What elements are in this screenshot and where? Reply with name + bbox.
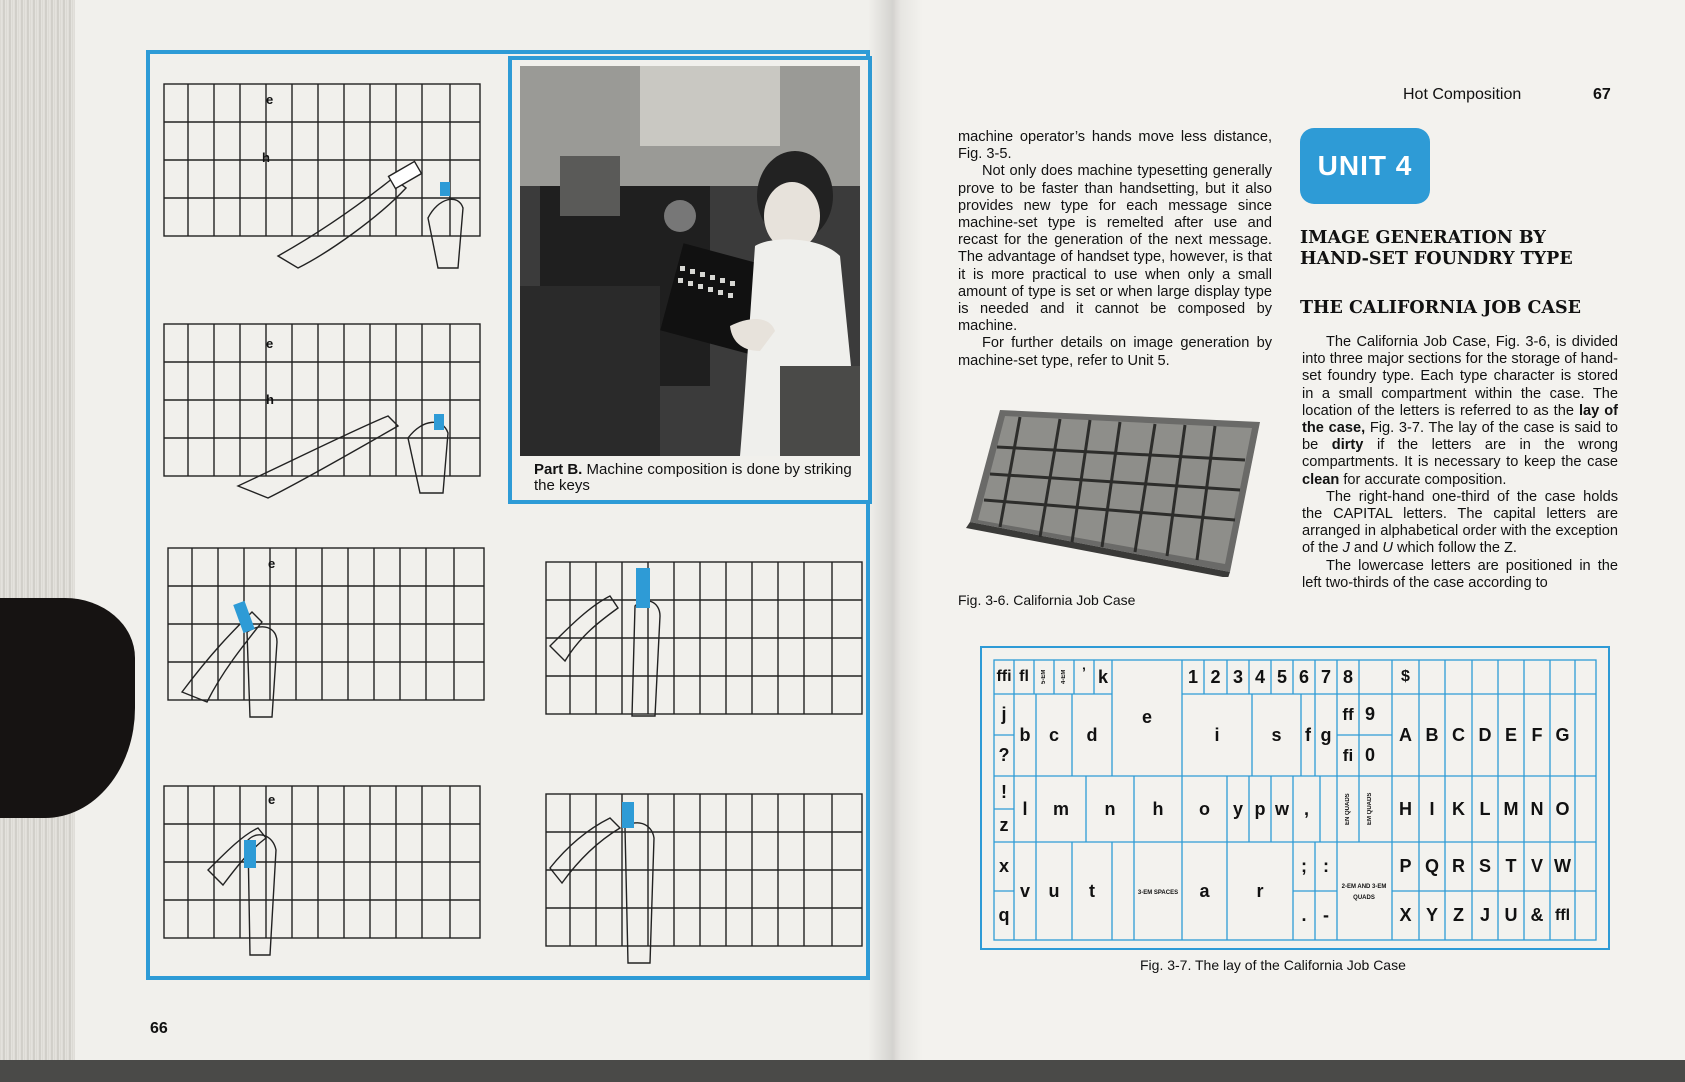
lay-cap-Q: Q [1424, 856, 1439, 876]
left-page-number: 66 [150, 1020, 168, 1037]
lay-u: u [1048, 880, 1060, 901]
p5e: which follow the Z. [1392, 540, 1517, 557]
lay-w: w [1274, 798, 1289, 819]
lay-m: m [1052, 798, 1069, 819]
lay-n: n [1104, 798, 1116, 819]
lay-t: t [1089, 880, 1095, 901]
lay-b: b [1019, 724, 1031, 745]
lay-question: ? [998, 745, 1010, 765]
lay-of-case-diagram [980, 646, 1610, 950]
fig-3-7-caption: Fig. 3-7. The lay of the California Job Case [1140, 957, 1406, 973]
p4c: Fig. 3-7. The lay of the case is said to be [1302, 420, 1618, 454]
lay-cap-J: J [1479, 905, 1490, 925]
term-clean: clean [1302, 471, 1340, 488]
lay-e: e [1141, 706, 1152, 727]
type-case-sketch-5 [158, 780, 488, 990]
lay-period: . [1301, 905, 1307, 925]
lay-cap-R: R [1452, 856, 1465, 876]
lay-dollar: $ [1401, 668, 1410, 685]
lay-cap-S: S [1478, 856, 1491, 876]
lay-cap-U: U [1504, 905, 1518, 925]
lay-q: q [998, 905, 1010, 925]
case-letter-h-2: h [266, 392, 274, 407]
table-surface [0, 1060, 1685, 1082]
lay-cap-B: B [1425, 724, 1439, 745]
lay-x: x [998, 856, 1009, 876]
p5c: and [1349, 540, 1383, 557]
lay-cap-I: I [1429, 798, 1435, 819]
lay-h: h [1152, 798, 1164, 819]
lay-digit-4: 4 [1254, 666, 1265, 687]
lay-em-quads: EM QUADS [1367, 792, 1373, 826]
lay-zero: 0 [1364, 745, 1375, 765]
fig-3-6-caption: Fig. 3-6. California Job Case [958, 592, 1136, 608]
lay-d: d [1086, 724, 1098, 745]
lay-cap-T: T [1505, 856, 1517, 876]
body-column-1 [958, 129, 1272, 370]
paragraph-1: machine operator’s hands move less distance, Fig. 3-5. [958, 129, 1272, 163]
lay-f: f [1305, 724, 1311, 745]
type-case-sketch-4 [540, 556, 870, 766]
term-u: U [1382, 540, 1393, 557]
lay-exclamation: ! [1001, 782, 1007, 802]
case-letter-e-4: e [268, 792, 276, 807]
lay-cap-Y: Y [1425, 905, 1438, 925]
body-column-2 [1302, 334, 1618, 592]
type-case-sketch-3 [162, 542, 492, 752]
term-j: J [1342, 540, 1350, 557]
lay-digit-8: 8 [1342, 666, 1353, 687]
thumb-shadow [0, 598, 135, 818]
lay-o: o [1199, 798, 1210, 819]
paragraph-4 [1302, 334, 1618, 489]
paragraph-3: For further details on image generation by machine-set type, refer to Unit 5. [958, 335, 1272, 369]
lay-apostrophe: ’ [1082, 664, 1086, 680]
lay-cap-G: G [1555, 724, 1570, 745]
case-letter-e: e [266, 92, 274, 107]
page-edges [0, 0, 75, 1082]
case-letter-h: h [262, 150, 270, 165]
lay-v: v [1019, 880, 1030, 901]
lay-semicolon: ; [1301, 856, 1307, 876]
lay-fi: fi [1342, 745, 1354, 765]
lay-4-em: 4-EM [1061, 669, 1067, 685]
type-case-sketch-1 [158, 78, 488, 288]
lay-y: y [1232, 798, 1243, 819]
lay-digit-7: 7 [1320, 666, 1331, 687]
lay-ampersand: & [1530, 905, 1544, 925]
lay-k: k [1097, 666, 1108, 687]
type-case-sketch-2 [158, 318, 488, 528]
lay-digit-3: 3 [1232, 666, 1243, 687]
lay-fl: fl [1019, 668, 1029, 685]
lay-cap-Z: Z [1453, 905, 1464, 925]
case-letter-e-2: e [266, 336, 274, 351]
lay-cap-M: M [1503, 798, 1519, 819]
p4g: for accurate composition. [1339, 471, 1507, 488]
lay-cap-H: H [1399, 798, 1412, 819]
linotype-machine-photo [520, 66, 860, 456]
lay-nine: 9 [1364, 704, 1375, 724]
part-b-text: Machine composition is done by striking the keys [534, 461, 852, 494]
lay-digit-5: 5 [1276, 666, 1287, 687]
lay-en-quads: EN QUADS [1345, 793, 1351, 825]
lay-j: j [1001, 704, 1007, 724]
p5a: The right-hand one-third of the case holds the CAPITAL letters. The capital letters are arranged in alphabetical order with the exception of the [1302, 488, 1618, 557]
california-job-case-photo [960, 402, 1260, 577]
lay-cap-O: O [1555, 798, 1570, 819]
right-page-number: 67 [1593, 86, 1611, 103]
lay-cap-P: P [1399, 856, 1412, 876]
lay-g: g [1320, 724, 1332, 745]
part-b-panel [508, 56, 872, 504]
lay-r: r [1256, 880, 1264, 901]
lay-digit-6: 6 [1298, 666, 1309, 687]
lay-i: i [1214, 724, 1220, 745]
unit-badge: UNIT 4 [1300, 128, 1430, 204]
lay-cap-L: L [1479, 798, 1491, 819]
lay-l: l [1022, 798, 1028, 819]
lay-3-em-spaces: 3-EM SPACES [1137, 890, 1179, 896]
lay-colon: : [1323, 856, 1329, 876]
lay-hyphen: - [1323, 905, 1329, 925]
lay-cap-V: V [1530, 856, 1543, 876]
lay-cap-W: W [1554, 856, 1571, 876]
lay-ff: ff [1342, 704, 1354, 724]
book-gutter [868, 0, 923, 1082]
lay-cap-K: K [1452, 798, 1465, 819]
term-dirty: dirty [1331, 437, 1364, 454]
lay-comma: , [1303, 798, 1309, 819]
p4a: The California Job Case, Fig. 3-6, is divided into three major sections for the storage of hand-set foundry type. Each type character is stored in a small compartment within the case. The location of the letters is referred to as the [1302, 334, 1618, 419]
term-lay-of-case: lay of the case, [1302, 402, 1618, 437]
lay-cap-F: F [1531, 724, 1543, 745]
p4e: if the letters are in the wrong compartments. It is necessary to keep the case [1302, 437, 1618, 471]
lay-p: p [1254, 798, 1266, 819]
lay-ffi: ffi [996, 668, 1012, 685]
heading-california-job-case: THE CALIFORNIA JOB CASE [1300, 298, 1581, 318]
case-letter-e-3: e [268, 556, 276, 571]
lay-c: c [1048, 724, 1059, 745]
paragraph-6: The lowercase letters are positioned in the left two-thirds of the case according to [1302, 557, 1618, 591]
lay-cap-D: D [1478, 724, 1492, 745]
lay-ffl: ffl [1554, 906, 1571, 924]
lay-quads-label: 2-EM AND 3-EM QUADS [1341, 884, 1387, 901]
part-b-label: Part B. [534, 461, 583, 478]
paragraph-5 [1302, 489, 1618, 558]
lay-s: s [1271, 724, 1282, 745]
heading-image-generation: IMAGE GENERATION BY HAND-SET FOUNDRY TYPE [1300, 228, 1573, 269]
paragraph-2: Not only does machine typesetting generally prove to be faster than handsetting, but it also provides new type for each message since machine-set type is remelted after use and recast for the generation of the next message. The advantage of handset type, however, is that it is more practical to use when only a small amount of type is set or when large display type is needed and it cannot be composed by machine. [958, 163, 1272, 335]
lay-digit-1: 1 [1187, 666, 1198, 687]
part-b-caption [534, 462, 860, 494]
lay-digit-2: 2 [1210, 666, 1221, 687]
lay-cap-E: E [1504, 724, 1517, 745]
lay-cap-N: N [1530, 798, 1544, 819]
lay-a: a [1199, 880, 1210, 901]
type-case-sketch-6 [540, 788, 870, 998]
running-head: Hot Composition [1403, 86, 1522, 103]
lay-cap-A: A [1399, 724, 1412, 745]
lay-cap-X: X [1399, 905, 1412, 925]
lay-cap-C: C [1452, 724, 1465, 745]
lay-z: z [999, 815, 1009, 835]
lay-5-em: 5-EM [1041, 669, 1047, 685]
